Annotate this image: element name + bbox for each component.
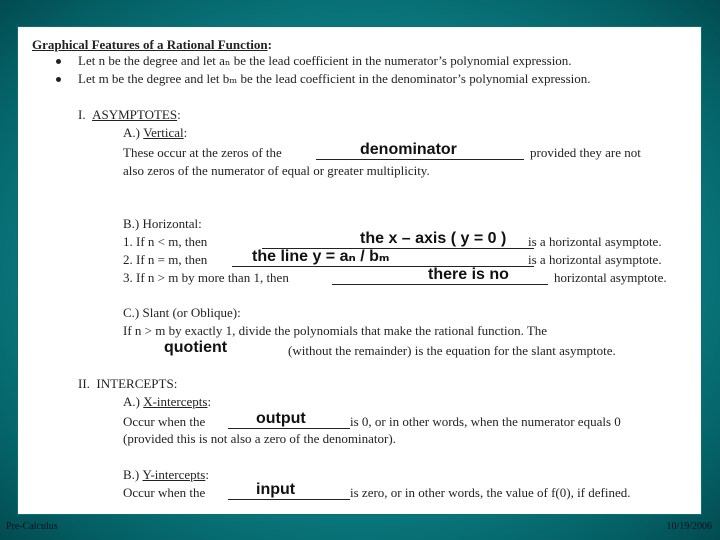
sub-title: Vertical [143,125,184,140]
title-colon: : [267,37,272,52]
bullet-dot [56,59,61,64]
slant-text-line1: If n > m by exactly 1, divide the polynomials that make the rational function. The [123,323,548,338]
sub-colon: : [205,467,209,482]
horizontal-heading: B.) Horizontal: [123,216,202,231]
document-page [18,27,701,514]
slant-heading: C.) Slant (or Oblique): [123,305,241,320]
section-colon: : [177,107,181,122]
section-number: II. [78,376,90,391]
sub-label: A.) [123,125,140,140]
x-intercepts-text-post: is 0, or in other words, when the numerator equals 0 [350,414,621,429]
document-title [32,37,272,53]
answer-horizontal-1: the x – axis ( y = 0 ) [360,230,507,247]
sub-title: Y-intercepts [142,467,206,482]
title-text: Graphical Features of a Rational Function [32,37,268,52]
y-intercepts-text-post: is zero, or in other words, the value of f(0), if defined. [350,485,631,500]
footer-course: Pre-Calculus [6,521,58,532]
blank-line [332,284,548,285]
y-intercepts-text-pre: Occur when the [123,485,206,500]
sub-colon: : [207,394,212,409]
sub-colon: : [183,125,188,140]
x-intercepts-text-line2: (provided this is not also a zero of the denominator). [123,431,396,446]
section-asymptotes-heading [78,107,181,123]
bullet-dot [56,77,61,82]
y-intercepts-heading [123,467,209,483]
horizontal-rule1-post: is a horizontal asymptote. [528,234,662,249]
footer-date: 10/19/2006 [666,521,712,532]
answer-horizontal-2: the line y = aₙ / bₘ [252,248,390,265]
horizontal-rule2-post: is a horizontal asymptote. [528,252,662,267]
section-intercepts-heading [78,376,177,392]
section-title: INTERCEPTS: [96,376,178,391]
bullet-denominator: Let m be the degree and let bₘ be the lead coefficient in the denominator’s polynomial expression. [78,71,591,86]
slant-text-line2: (without the remainder) is the equation for the slant asymptote. [288,343,616,358]
answer-horizontal-3: there is no [428,266,509,283]
horizontal-rule1-pre: 1. If n < m, then [123,234,208,249]
horizontal-rule2-pre: 2. If n = m, then [123,252,208,267]
horizontal-rule3-pre: 3. If n > m by more than 1, then [123,270,289,285]
sub-label: A.) [123,394,140,409]
answer-y-intercepts: input [256,481,296,498]
answer-x-intercepts: output [256,410,306,427]
answer-vertical: denominator [360,141,457,158]
section-number: I. [78,107,86,122]
vertical-text-post: provided they are not [530,145,641,160]
bullet-numerator: Let n be the degree and let aₙ be the lead coefficient in the numerator’s polynomial expression. [78,53,572,68]
blank-line [316,159,524,160]
blank-line [228,499,350,500]
vertical-heading [123,125,187,141]
x-intercepts-heading [123,394,211,410]
vertical-text-pre: These occur at the zeros of the [123,145,282,160]
horizontal-rule3-post: horizontal asymptote. [554,270,667,285]
vertical-text-line2: also zeros of the numerator of equal or greater multiplicity. [123,163,430,178]
answer-slant: quotient [164,339,228,356]
blank-line [228,428,350,429]
sub-label: B.) [123,467,140,482]
section-title: ASYMPTOTES [92,107,178,122]
x-intercepts-text-pre: Occur when the [123,414,206,429]
sub-title: X-intercepts [143,394,208,409]
